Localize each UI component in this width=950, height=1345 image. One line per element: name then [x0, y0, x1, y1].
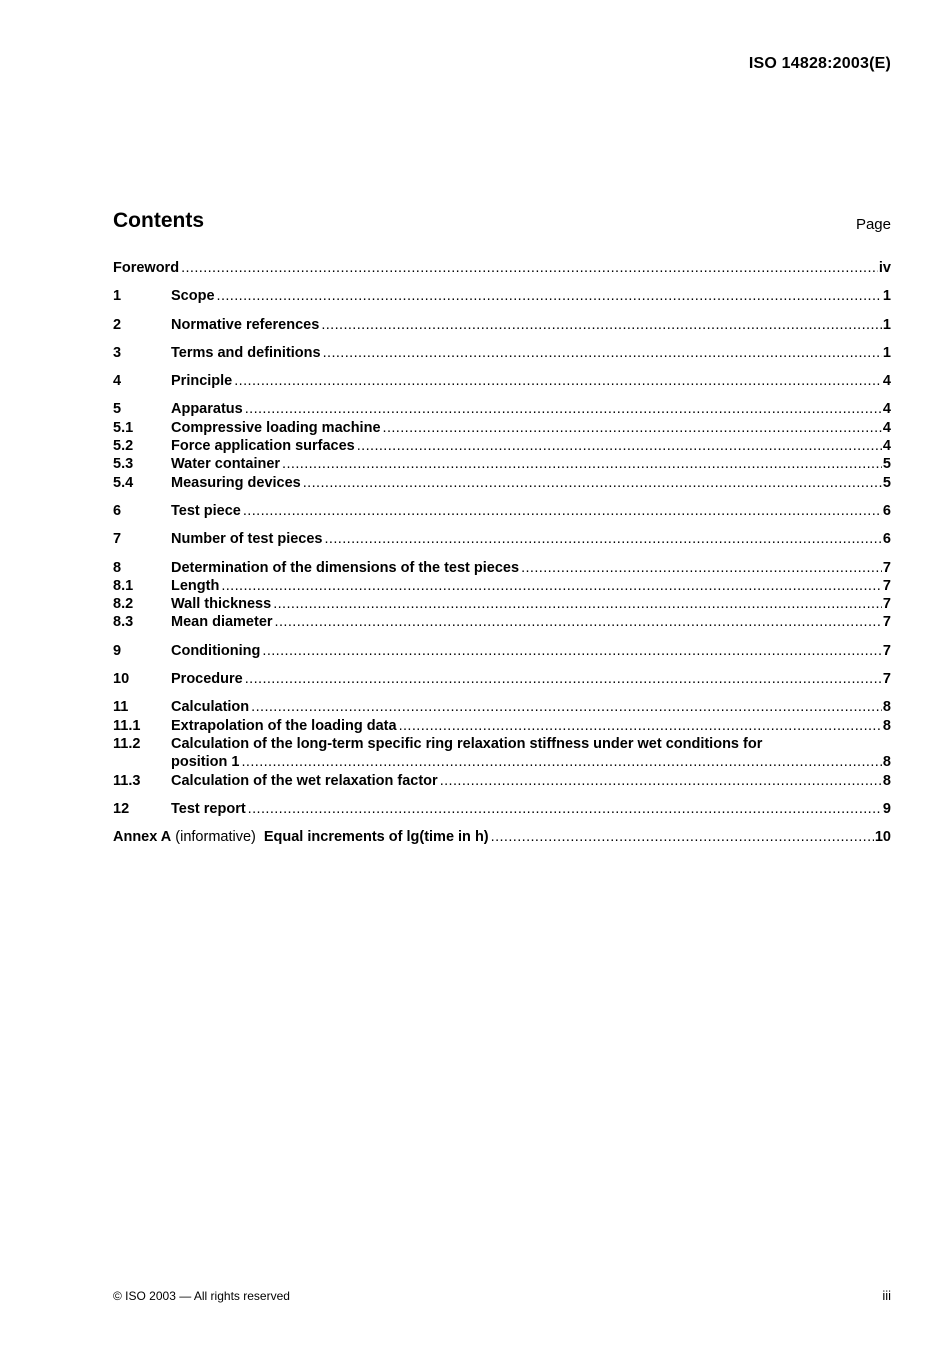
- page-column-label: Page: [855, 216, 891, 233]
- toc-entry-page: 4: [882, 401, 891, 418]
- toc-entry-title: Test piece: [171, 502, 241, 519]
- toc-group-6: [113, 502, 891, 520]
- toc-leader-dots: [221, 577, 882, 595]
- toc-entry-page: 8: [882, 699, 891, 716]
- toc-entry-page: iv: [878, 260, 891, 276]
- toc-entry-page: 1: [882, 316, 891, 333]
- page-number: iii: [882, 1288, 891, 1303]
- toc-leader-dots: [323, 344, 882, 362]
- toc-entry-number: 12: [113, 800, 130, 817]
- toc-entry-title: Conditioning: [171, 642, 261, 659]
- toc-entry-number: 8: [113, 559, 122, 576]
- toc-entry-title: Extrapolation of the loading data: [171, 717, 397, 734]
- toc-entry-number: 7: [113, 531, 122, 548]
- toc-entry-terms-and-definitions[interactable]: [113, 344, 891, 362]
- toc-entry-mean-diameter[interactable]: [113, 613, 891, 631]
- toc-leader-dots: [245, 670, 882, 688]
- toc-entry-page: 8: [882, 754, 891, 771]
- toc-entry-determination-of-dimensions[interactable]: [113, 559, 891, 577]
- toc-entry-number: 1: [113, 288, 122, 305]
- annex-label: Annex A: [113, 829, 172, 846]
- toc-leader-dots: [241, 753, 881, 771]
- toc-entry-page: 9: [882, 800, 891, 817]
- toc-entry-wall-thickness[interactable]: [113, 595, 891, 613]
- toc-entry-page: 6: [882, 502, 891, 519]
- toc-entry-page: 7: [882, 559, 891, 576]
- toc-entry-calculation[interactable]: [113, 698, 891, 716]
- toc-entry-page: 7: [882, 642, 891, 659]
- toc-leader-dots: [282, 455, 882, 473]
- toc-entry-title: Wall thickness: [171, 596, 272, 613]
- toc-group-8: [113, 559, 891, 632]
- toc-group-3: [113, 344, 891, 362]
- contents-heading: Contents: [113, 209, 204, 232]
- toc-entry-force-application-surfaces[interactable]: [113, 437, 891, 455]
- toc-entry-page: 7: [882, 671, 891, 688]
- toc-group-1: [113, 287, 891, 305]
- toc-leader-dots: [491, 828, 874, 846]
- toc-entry-page: 5: [882, 474, 891, 491]
- toc-entry-number: 8.1: [113, 577, 134, 594]
- toc-entry-number-of-test-pieces[interactable]: [113, 530, 891, 548]
- toc-entry-title: Principle: [171, 373, 233, 390]
- toc-leader-dots: [521, 559, 882, 577]
- toc-entry-number: 5.4: [113, 474, 134, 491]
- toc-leader-dots: [251, 698, 882, 716]
- toc-leader-dots: [243, 502, 882, 520]
- toc-entry-page: 6: [882, 531, 891, 548]
- toc-entry-page: 5: [882, 456, 891, 473]
- toc-entry-annex-a[interactable]: [113, 828, 891, 846]
- toc-entry-title: Length: [171, 577, 220, 594]
- toc-entry-long-term-stiffness-line1[interactable]: [113, 735, 891, 753]
- toc-entry-measuring-devices[interactable]: [113, 474, 891, 492]
- toc-entry-title: Normative references: [171, 316, 320, 333]
- toc-entry-number: 11.2: [113, 735, 141, 752]
- toc-group-7: [113, 530, 891, 548]
- toc-entry-title: position 1: [171, 754, 240, 771]
- toc-entry-title: Calculation: [171, 699, 250, 716]
- toc-leader-dots: [245, 400, 882, 418]
- toc-entry-compressive-loading-machine[interactable]: [113, 419, 891, 437]
- toc-entry-length[interactable]: [113, 577, 891, 595]
- toc-entry-number: 5.3: [113, 456, 134, 473]
- toc-leader-dots: [321, 316, 882, 334]
- toc-group-9: [113, 642, 891, 660]
- toc-leader-dots: [383, 419, 882, 437]
- toc-group-12: [113, 800, 891, 818]
- toc-entry-number: 5: [113, 401, 122, 418]
- toc-entry-number: 11: [113, 699, 129, 716]
- toc-group-2: [113, 316, 891, 334]
- toc-leader-dots: [275, 613, 882, 631]
- toc-entry-number: 8.3: [113, 614, 134, 631]
- toc-entry-number: 9: [113, 642, 122, 659]
- toc-entry-principle[interactable]: [113, 372, 891, 390]
- toc-entry-test-report[interactable]: [113, 800, 891, 818]
- document-id: ISO 14828:2003(E): [748, 55, 891, 72]
- toc-leader-dots: [303, 474, 882, 492]
- toc-entry-number: 2: [113, 316, 122, 333]
- toc-entry-procedure[interactable]: [113, 670, 891, 688]
- toc-group-foreword: [113, 259, 891, 277]
- toc-entry-page: 7: [882, 596, 891, 613]
- toc-entry-page: 8: [882, 772, 891, 789]
- toc-leader-dots: [248, 800, 882, 818]
- toc-entry-page: 4: [882, 373, 891, 390]
- copyright-notice: © ISO 2003 — All rights reserved: [113, 1289, 290, 1303]
- toc-leader-dots: [440, 772, 882, 790]
- toc-entry-number: 3: [113, 344, 122, 361]
- toc-entry-extrapolation-of-loading-data[interactable]: [113, 717, 891, 735]
- toc-entry-page: 7: [882, 577, 891, 594]
- toc-group-annex-a: [113, 828, 891, 846]
- toc-entry-title: Water container: [171, 456, 281, 473]
- toc-entry-number: 6: [113, 502, 122, 519]
- toc-entry-wet-relaxation-factor[interactable]: [113, 772, 891, 790]
- toc-group-5: [113, 400, 891, 491]
- toc-entry-number: 10: [113, 671, 130, 688]
- toc-entry-number: 5.1: [113, 419, 134, 436]
- toc-entry-number: 11.1: [113, 717, 141, 734]
- toc-entry-test-piece[interactable]: [113, 502, 891, 520]
- toc-entry-title: Scope: [171, 288, 215, 305]
- toc-entry-title: Force application surfaces: [171, 438, 355, 455]
- toc-leader-dots: [325, 530, 882, 548]
- toc-entry-number: 4: [113, 373, 122, 390]
- toc-entry-title: Number of test pieces: [171, 531, 323, 548]
- toc-entry-title: Compressive loading machine: [171, 419, 381, 436]
- toc-entry-title: Calculation of the long-term specific ring relaxation stiffness under wet conditions for: [171, 735, 763, 752]
- toc-entry-number: 5.2: [113, 438, 134, 455]
- toc-entry-page: 4: [882, 419, 891, 436]
- toc-entry-foreword[interactable]: [113, 259, 891, 277]
- annex-title: Equal increments of lg(time in h): [263, 829, 489, 846]
- toc-entry-number: 11.3: [113, 772, 141, 789]
- toc-entry-water-container[interactable]: [113, 455, 891, 473]
- toc-leader-dots: [273, 595, 882, 613]
- toc-entry-page: 4: [882, 438, 891, 455]
- toc-leader-dots: [357, 437, 882, 455]
- toc-entry-title: Mean diameter: [171, 614, 273, 631]
- toc-group-10: [113, 670, 891, 688]
- toc-group-4: [113, 372, 891, 390]
- toc-entry-number: 8.2: [113, 596, 134, 613]
- toc-leader-dots: [234, 372, 882, 390]
- toc-leader-dots: [399, 717, 882, 735]
- toc-entry-title: Measuring devices: [171, 474, 301, 491]
- toc-leader-dots: [262, 642, 882, 660]
- toc-entry-page: 7: [882, 614, 891, 631]
- toc-entry-title: Foreword: [113, 260, 180, 276]
- toc-leader-dots: [217, 287, 882, 305]
- toc-entry-page: 8: [882, 717, 891, 734]
- toc-entry-title: Terms and definitions: [171, 344, 321, 361]
- toc-entry-page: 10: [874, 829, 891, 846]
- toc-entry-apparatus[interactable]: [113, 400, 891, 418]
- toc-entry-title: Determination of the dimensions of the test pieces: [171, 559, 520, 576]
- table-of-contents: [113, 259, 891, 856]
- toc-entry-title: Apparatus: [171, 401, 243, 418]
- toc-entry-page: 1: [882, 288, 891, 305]
- toc-entry-title: Procedure: [171, 671, 243, 688]
- annex-type: (informative): [175, 829, 256, 846]
- toc-entry-scope[interactable]: [113, 287, 891, 305]
- toc-entry-title: Calculation of the wet relaxation factor: [171, 772, 438, 789]
- toc-group-11: [113, 698, 891, 789]
- toc-entry-title: Test report: [171, 800, 246, 817]
- toc-entry-conditioning[interactable]: [113, 642, 891, 660]
- toc-entry-page: 1: [882, 344, 891, 361]
- toc-leader-dots: [181, 259, 878, 277]
- toc-entry-normative-references[interactable]: [113, 316, 891, 334]
- toc-entry-long-term-stiffness-line2[interactable]: [113, 753, 891, 771]
